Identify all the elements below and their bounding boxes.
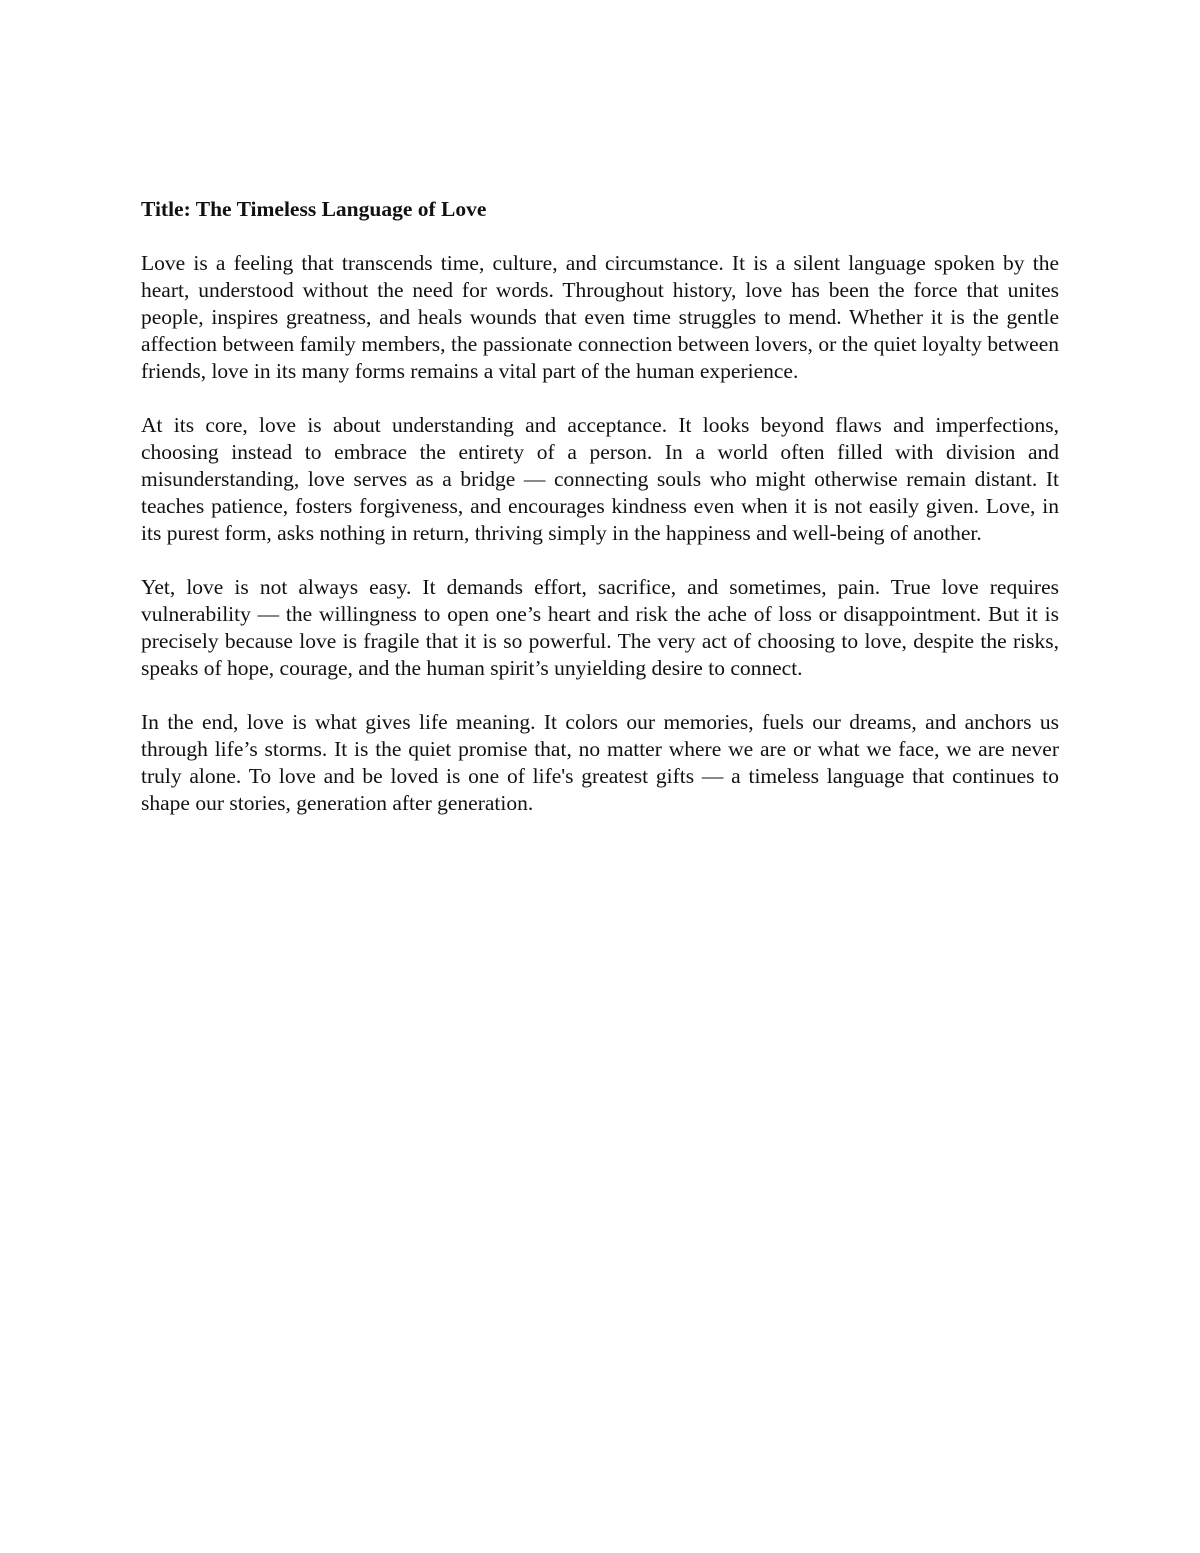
paragraph-2: At its core, love is about understanding and acceptance. It looks beyond flaws and imperfections, choosing instead to embrace the entirety of a person. In a world often filled with division and misunderstanding, love serves as a bridge — connecting souls who might otherwise remain distant. It teaches patience, fosters forgiveness, and encourages kindness even when it is not easily given. Love, in its purest form, asks nothing in return, thriving simply in the happiness and well-being of another.: [141, 413, 1059, 545]
paragraph-4: In the end, love is what gives life meaning. It colors our memories, fuels our dreams, and anchors us through life’s storms. It is the quiet promise that, no matter where we are or what we face, we are never truly alone. To love and be loved is one of life's greatest gifts — a timeless language that continues to shape our stories, generation after generation.: [141, 710, 1059, 815]
document-body: [141, 196, 1059, 844]
paragraph-3: Yet, love is not always easy. It demands effort, sacrifice, and sometimes, pain. True love requires vulnerability — the willingness to open one’s heart and risk the ache of loss or disappointment. But it is precisely because love is fragile that it is so powerful. The very act of choosing to love, despite the risks, speaks of hope, courage, and the human spirit’s unyielding desire to connect.: [141, 575, 1059, 680]
document-title: Title: The Timeless Language of Love: [141, 197, 487, 221]
paragraph-1: Love is a feeling that transcends time, culture, and circumstance. It is a silent language spoken by the heart, understood without the need for words. Throughout history, love has been the force that unites people, inspires greatness, and heals wounds that even time struggles to mend. Whether it is the gentle affection between family members, the passionate connection between lovers, or the quiet loyalty between friends, love in its many forms remains a vital part of the human experience.: [141, 251, 1059, 383]
